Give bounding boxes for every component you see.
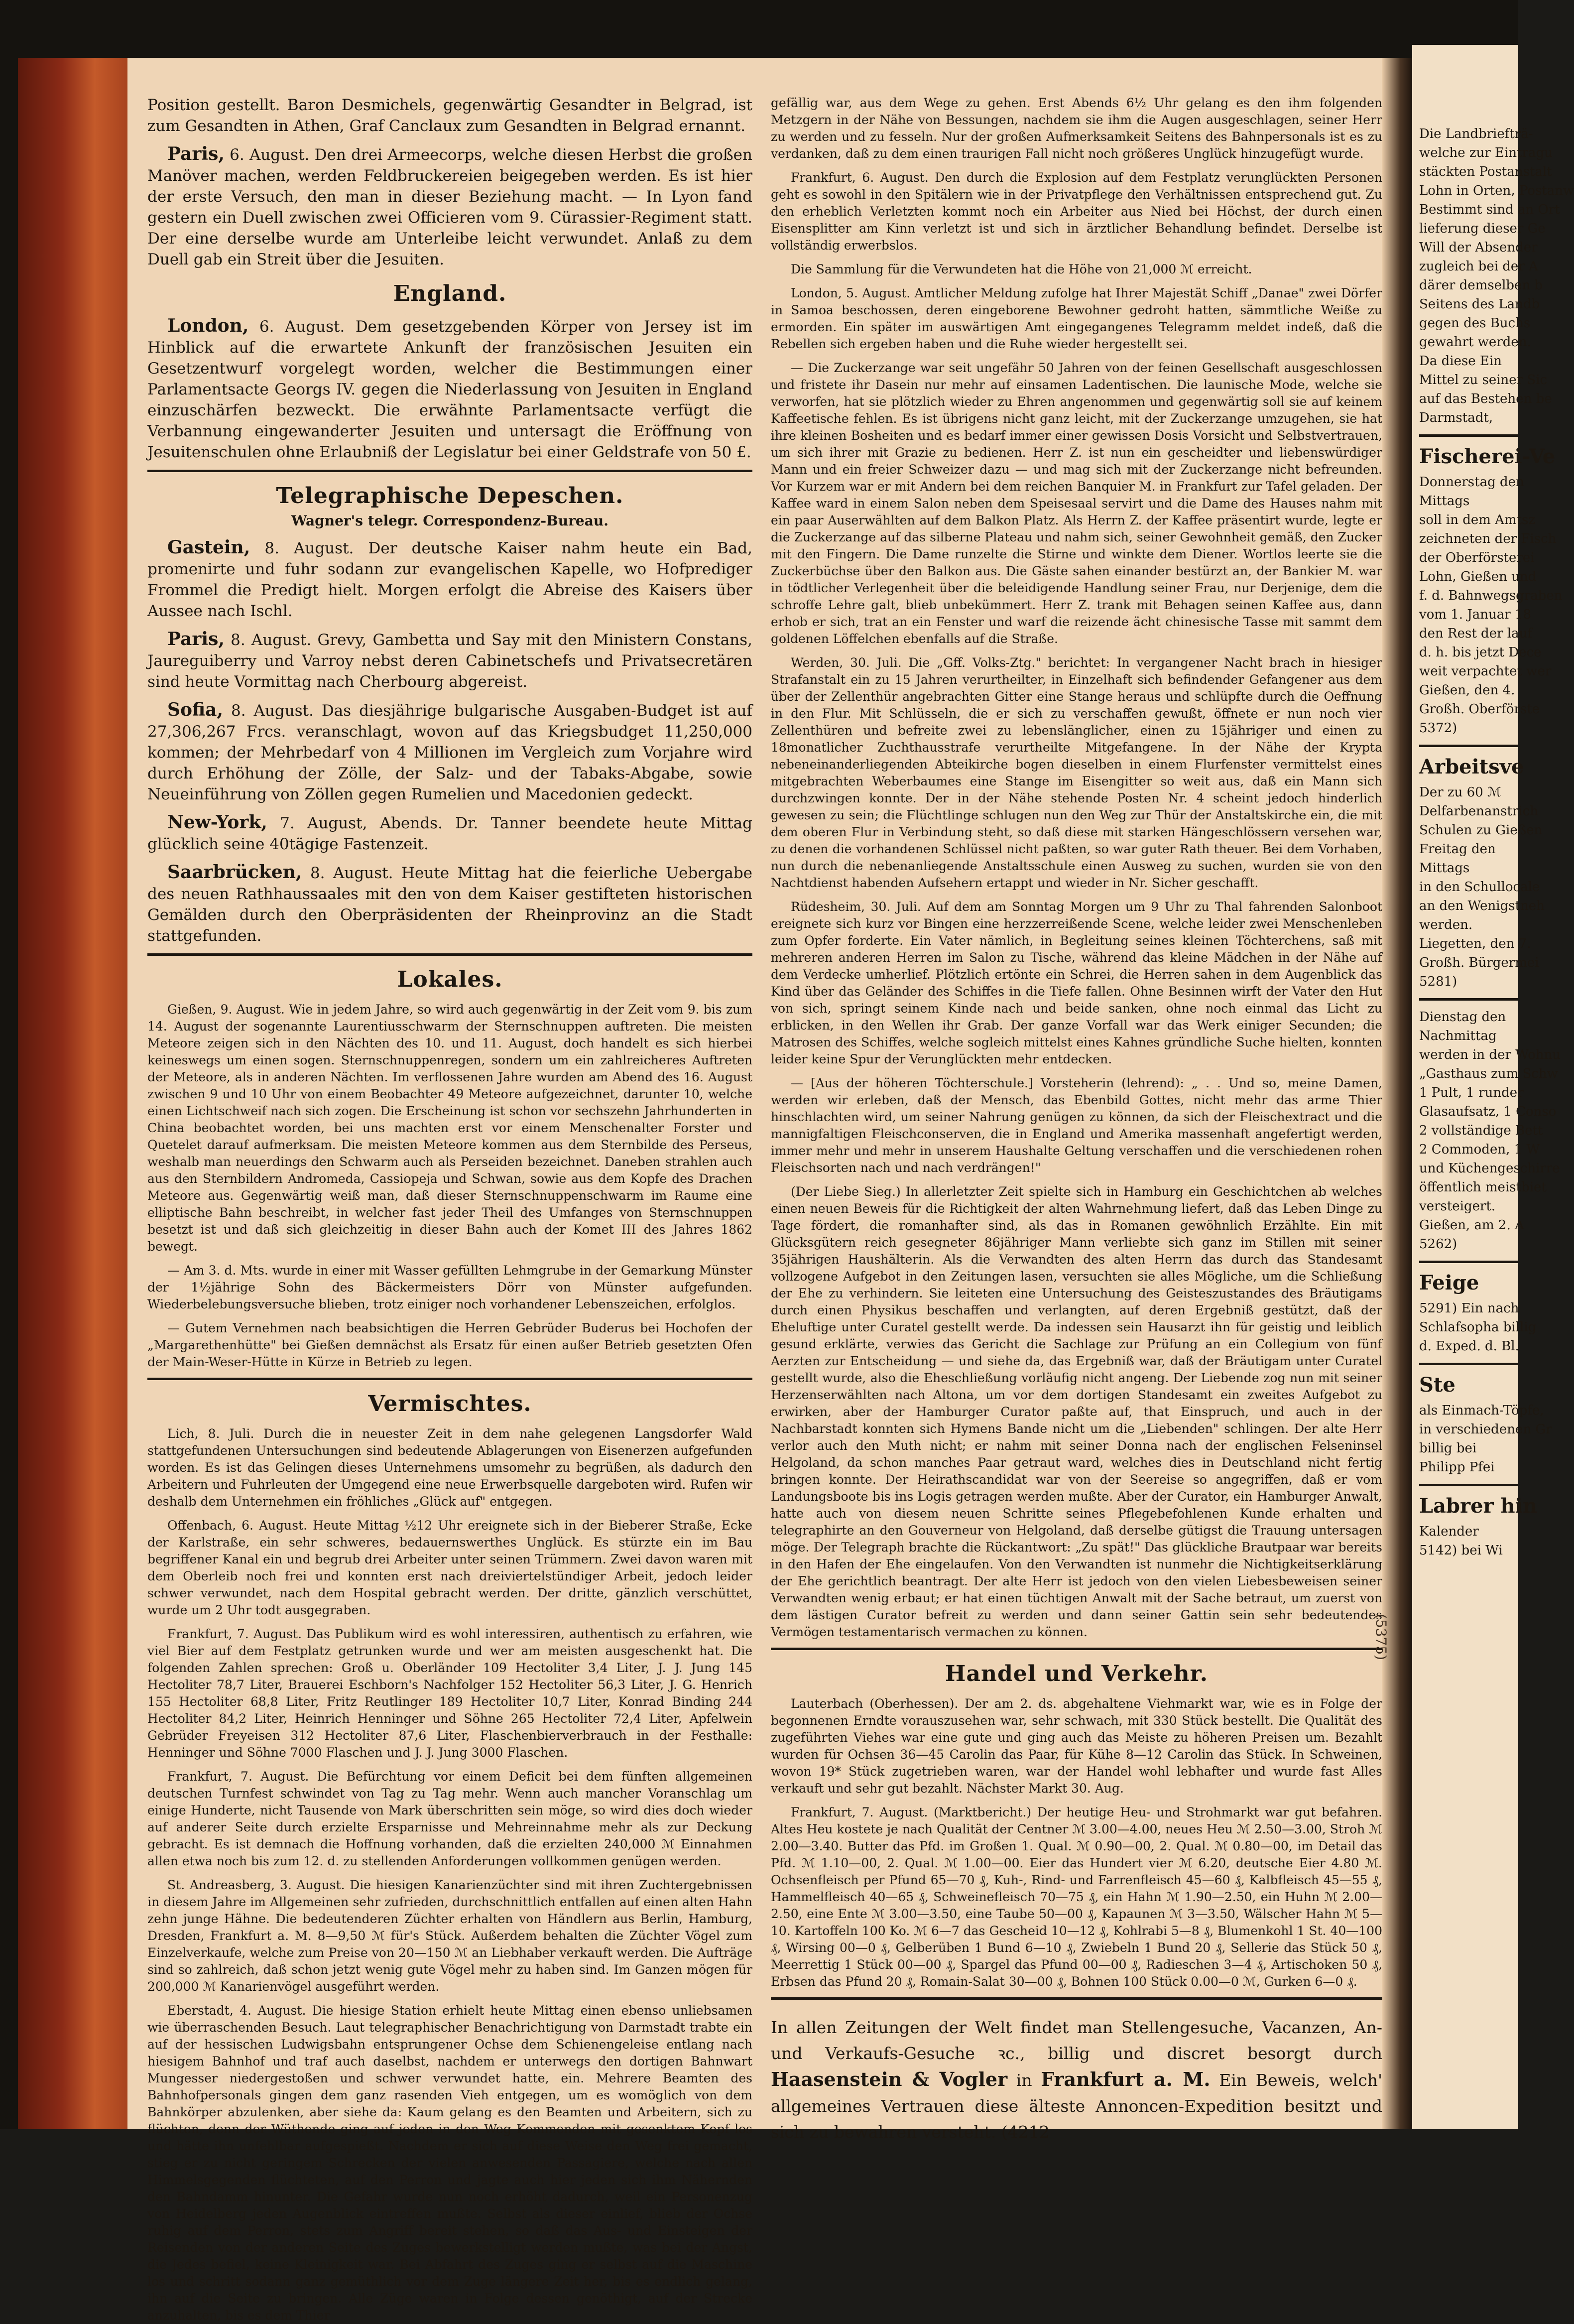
section-rule [147,1378,752,1380]
page-gutter [1382,58,1412,2129]
misc-eberstadt: Eberstadt, 4. August. Die hiesige Station erhielt heute Mittag einen ebenso unliebsamen wie überraschenden Besuch. Laut telegraphischer Benachrichtigung von Darmstadt trabte ein auf der hessischen Ludwigsbahn entsprungener Ochse dem Schienengeleise entlang nach hiesigem Bahnhof und traf auch daselbst, nachdem er unterwegs den dortigen Bahnwart Mungesser niedergestoßen und schwer verwundet hatte, ein. Mehrere Beamten des Bahnhofpersonals gingen dem ganz rasenden Vieh entgegen, um es womöglich von dem Bahnkörper abzulenken, aber siehe da: Kaum gelang es den Beamten und Arbeitern, sich zu flüchten, denn der Wüthende ging auf jeden in den Weg Kommenden mit gesenktem Kopf los und hätte ihn unfehlbar aufgespießt. Nachdem er sich auf diese Weise den Weg frei gemacht, stieg er zu nicht geringem Schrecken der vielen anwesenden Passagiere, welche nach allen Himmelsgegenden flüchteten, auf den Perron und jagte auch hier jeden sich ihm Nähernden den Bahndamm hinunter. Die Gefahr wurde nun noch erhöht dadurch, weil ein Personenzug von Heidelberg jeden Augenblick eintreffen mußte. Selbst als dieser einlief, blieb der Ochse ruhig auf dem Perron, stets zum Angriff bereit stehen, so daß das Aus- und Einsteigen der Reisenden von der anderen Seite des Zuges bewerkstelligt werden mußte, was bei der Angst, die Jedes befiel, keine Kleinigkeit war. Bei Abfahrt des Zuges ging er selbst auf die Maschine los und schritt sodann ganz gemüthlich vor dem Zuge längere Zeit her, bis es endlich gelang, ihn auf die Seite zu bringen. Alle Züge waren in Folge dessen genöthigt, auf der Strecke anzuhalten, bis es dem Thier [147,2003,752,2323]
strip-line: Gießen, den 4. [1419,683,1515,698]
strip-line: Will der Absender [1419,240,1538,255]
column-left [147,95,753,2323]
telegram-new-york [147,812,752,855]
article-paris-text: 6. August. Den drei Armeecorps, welche diesen Herbst die großen Manöver machen, werden Feldbruckereien beigegeben werden. Es ist hier der erste Versuch, den man in dieser Beziehung macht. — In Lyon fand gestern ein Duell zwischen zwei Officieren vom 9. Cürassier-Regiment statt. Der eine derselbe wurde am Unterleibe leicht verwundet. Anlaß zu dem Duell gab ein Streit über die Jesuiten. [147,146,752,268]
misc-offenbach: Offenbach, 6. August. Heute Mittag ½12 Uhr ereignete sich in der Bieberer Straße, Ecke der Karlstraße, ein sehr schweres, bedauernswerthes Unglück. Es stürzte ein im Bau begriffener Kanal ein und begrub drei Arbeiter unter seinen Trümmern. Zwei davon waren mit dem Oberleib noch frei und konnten erst nach dreiviertelstündiger Arbeit, jedoch leider schwer verwundet, nach dem Hospital gebracht werden. Der dritte, gänzlich verschüttet, wurde um 2 Uhr todt ausgegraben. [147,1518,752,1617]
misc-sugar-tongs: — Die Zuckerzange war seit ungefähr 50 Jahren von der feinen Gesellschaft ausgeschlossen und fristete ihr Dasein nur mehr auf einsamen Ladentischen. Die launische Mode, welche sie verworfen, hat sie plötzlich wieder zu Ehren angenommen und gegenwärtig soll sie auf keinem Kaffeetische fehlen. Es ist übrigens nicht ganz leicht, mit der Zuckerzange umzugehen, sie hat ihre kleinen Bosheiten und es bedarf immer einer gewissen Dosis Vorsicht und Selbstvertrauen, um sich ihrer mit Grazie zu bedienen. Herr Z. ist nun ein gescheidter und liebenswürdiger Mann und ein freier Schweizer dazu — und mag sich mit der Zuckerzange nicht befreunden. Vor Kurzem war er mit Andern bei dem reichen Banquier M. in Frankfurt zur Tafel geladen. Der Kaffee ward in einem Salon neben dem Speisesaal servirt und die Dame des Hauses nahm mit ein paar Auserwählten auf dem Balkon Platz. Als Herrn Z. der Kaffee präsentirt wurde, legte er die Zuckerzange auf das silberne Plateau und nahm sich, seiner Gewohnheit gemäß, den Zucker mit den Fingern. Die Dame runzelte die Stirne und winkte dem Diener. Wortlos leerte sie die Zuckerbüchse über den Balkon aus. Die Gäste sahen einander bestürzt an, der Bankier M. war in tödtlicher Verlegenheit über die beleidigende Handlung seiner Frau, nur Derjenige, dem die schroffe Lehre galt, blieb unbekümmert. Herr Z. trank mit Behagen seinen Kaffee aus, dann erhob er sich, trat an ein Fenster und warf die reizende ächt chinesische Tasse mit sammt dem goldenen Löffelchen ebenfalls auf die Straße. [771,361,1382,646]
section-rule [147,953,752,956]
strip-line: werden. [1419,917,1473,932]
strip-heading-fischerei: Fischerei-Ve [1419,445,1556,468]
strip-line: „Gasthaus zum Schw [1419,1066,1558,1081]
section-handel: Handel und Verkehr. [945,1661,1209,1686]
section-lokales: Lokales. [397,967,503,992]
misc-eberstadt-cont: gefällig war, aus dem Wege zu gehen. Erst Abends 6½ Uhr gelang es den ihm folgenden Metzgern in der Nähe von Bessungen, nachdem sie ihm die Augen ausgeschlagen, seiner Herr zu werden und zu fesseln. Nur der großen Aufmerksamkeit Seitens des Bahnpersonals ist es zu verdanken, daß zu dem einen traurigen Fall nicht noch größeres Unglück hinzugefügt wurde. [771,96,1382,161]
strip-block-2 [1419,473,1563,738]
strip-line: Glasaufsatz, 1 Conso [1419,1104,1557,1119]
strip-line: den Rest der lauf [1419,626,1532,641]
strip-line: öffentlich meistbiet [1419,1180,1547,1195]
facing-page-strip [1419,125,1574,2067]
strip-line: Lohn, Gießen und [1419,569,1537,584]
strip-line: 1 Pult, 1 runder [1419,1085,1524,1100]
strip-line: zeichneten der Fisch [1419,531,1557,546]
strip-line: Großh. Bürgermei [1419,955,1539,970]
misc-ruedesheim: Rüdesheim, 30. Juli. Auf dem am Sonntag Morgen um 9 Uhr zu Thal fahrenden Salonboot ereignete sich kurz vor Bingen eine herzzerreißende Scene, welche leider zwei Menschenleben zum Opfer forderte. Ein Vater nämlich, in Begleitung seines kleinen Töchterchens, saß mit mehreren anderen Herren im Salon zu Tische, während das kleine Mädchen in der Nähe auf dem Verdecke umherlief. Plötzlich ertönte ein Schrei, die Herren sahen in dem Augenblick das Kind über das Geländer des Schiffes in die Tiefe fallen. Ohne Besinnen wirft der Vater den Hut von sich, springt seinem Kinde nach und beide sanken, ohne noch einmal das Licht zu erblicken, in den Wellen ihr Grab. Der ganze Vorfall war das Werk einiger Secunden; die Matrosen des Schiffes, welche sogleich mittelst eines Kahnes gründliche Suche hielten, konnten leider keine Spur der Verunglückten mehr entdecken. [771,900,1382,1066]
strip-line: der Oberförsterei [1419,550,1535,565]
misc-collection: Die Sammlung für die Verwundeten hat die Höhe von 21,000 ℳ erreicht. [791,262,1252,276]
strip-line: Da diese Ein [1419,354,1502,369]
advertisement-haasenstein [771,2015,1382,2145]
section-rule [771,1997,1382,2000]
strip-line: Donnerstag den [1419,475,1524,490]
section-rule [1419,434,1518,437]
strip-heading-labrer: Labrer hin [1419,1494,1537,1518]
trade-lauterbach: Lauterbach (Oberhessen). Der am 2. ds. abgehaltene Viehmarkt war, wie es in Folge der begonnenen Erndte vorauszusehen war, sehr schwach, mit 330 Stück bestellt. Die Qualität des zugeführten Viehes war eine gute und ging auch das Meiste zu höheren Preisen um. Bezahlt wurden für Ochsen 36—45 Carolin das Paar, für Kühe 8—12 Carolin das Stück. In Schweinen, wovon 19* Stück zugetrieben waren, war der Handel wohl lebhafter und wurde fast Alles verkauft und sehr gut bezahlt. Nächster Markt 30. Aug. [771,1696,1382,1796]
section-rule [1419,745,1518,747]
local-muenster: — Am 3. d. Mts. wurde in einer mit Wasser gefüllten Lehmgrube in der Gemarkung Münster der 1½jährige Sohn des Bäckermeisters Dörr von Münster aufgefunden. Wiederbelebungsversuche blieben, trotz einiger noch vorhandener Lebenszeichen, erfolglos. [147,1263,752,1311]
strip-line: versteigert. [1419,1199,1496,1214]
telegram-gastein-text: 8. August. Der deutsche Kaiser nahm heute ein Bad, promenirte und fuhr sodann zur evangelischen Kapelle, wo Hofprediger Frommel die Predigt hielt. Morgen erfolgt die Abreise des Kaisers über Aussee nach Ischl. [147,539,752,620]
telegram-sofia [147,699,752,805]
dateline-sofia: Sofia, [167,699,224,720]
strip-line: 2 vollständige Bett [1419,1123,1543,1138]
section-rule [147,470,752,472]
strip-line: in verschiedenen Gr [1419,1422,1552,1437]
ad-text-3: Ein Beweis, welch' allgemeines Vertrauen diese älteste Annoncen-Expedition besitzt und sich zu bewahren versteht. [771,2070,1383,2142]
section-rule [1419,1261,1518,1263]
article-london-text: 6. August. Dem gesetzgebenden Körper von Jersey ist im Hinblick auf die erwartete Ankunft der französischen Jesuiten ein Gesetzentwurf vorgelegt worden, welcher die Bestimmungen einer Parlamentsacte Georgs IV. gegen die Niederlassung von Jesuiten in England einzuschärfen bezweckt. Die erwähnte Parlamentsacte verfügt die Verbannung eingewanderter Jesuiten und untersagt die Eröffnung von Jesuitenschulen ohne Erlaubniß der Legislatur bei einer Geldstrafe von 50 £. [147,318,752,461]
strip-block-5 [1419,1299,1537,1356]
strip-line: Darmstadt, [1419,410,1493,425]
ad-text-2: in [1016,2070,1032,2090]
dateline-paris: Paris, [167,143,225,164]
article-london [147,315,752,463]
column-middle [771,95,1383,2142]
strip-block-4 [1419,1008,1561,1254]
strip-line: gegen des Buchs [1419,316,1531,331]
binding-spine-edge [18,58,127,2129]
strip-line: d. h. bis jetzt Dece [1419,645,1542,660]
strip-heading-feige: Feige [1419,1271,1479,1294]
local-buderus: — Gutem Vernehmen nach beabsichtigen die Herren Gebrüder Buderus bei Hochofen der „Margarethenhütte" bei Gießen demnächst als Ersatz für einen außer Betrieb gesetzten Ofen der Main-Weser-Hütte in Kürze in Betrieb zu legen. [147,1321,752,1369]
section-vermischtes: Vermischtes. [368,1391,532,1417]
strip-line: Seitens des Landb [1419,297,1540,312]
strip-line: und Küchengeschirre [1419,1161,1560,1176]
misc-lich: Lich, 8. Juli. Durch die in neuester Zeit in dem nahe gelegenen Langsdorfer Wald stattgefundenen Untersuchungen sind bedeutende Ablagerungen von Eisenerzen aufgefunden worden. Es ist das Gelingen dieses Unternehmens umsomehr zu begrüßen, als dadurch den Arbeitern und Fuhrleuten der Umgegend eine neue Erwerbsquelle dargeboten wird. Rufen wir deshalb dem Unternehmen ein fröhliches „Glück auf" entgegen. [147,1426,752,1509]
telegram-saarbruecken-text: 8. August. Heute Mittag hat die feierliche Uebergabe des neuen Rathhaussaales mit den von dem Kaiser gestifteten historischen Gemälden durch den Oberpräsidenten der Rheinprovinz an die Stadt stattgefunden. [147,864,753,945]
section-rule [1419,998,1518,1001]
strip-line: 5262) [1419,1237,1457,1252]
strip-line: 5281) [1419,974,1457,989]
strip-line: stäckten Postanstalt [1419,164,1552,179]
strip-line: 5142) bei Wi [1419,1543,1503,1558]
misc-andreasberg: St. Andreasberg, 3. August. Die hiesigen Kanarienzüchter sind mit ihren Zuchtergebnissen in diesem Jahre im Allgemeinen sehr zufrieden, durchschnittlich entfallen auf einen alten Hahn zehn junge Hähne. Die bedeutenderen Züchter erhalten von Händlern aus Berlin, Hamburg, Dresden, Frankfurt a. M. 8—9,50 ℳ für's Stück. Außerdem behalten die Züchter Vögel zum Einzelverkaufe, welche zum Preise von 20—150 ℳ an Liebhaber verkauft werden. Die Aufträge sind so zahlreich, daß schon jetzt wenig gute Vögel mehr zu haben sind. Im Ganzen mögen für 200,000 ℳ Kanarienvögel ausgeführt werden. [147,1878,752,1994]
strip-line: billig bei [1419,1441,1477,1456]
article-diplomats: Position gestellt. Baron Desmichels, gegenwärtig Gesandter in Belgrad, ist zum Gesandten in Athen, Graf Canclaux zum Gesandten in Belgrad ernannt. [147,96,752,135]
strip-line: Mittel zu seiner Sic [1419,373,1548,387]
strip-line: soll in dem Amtsz [1419,513,1536,527]
telegram-new-york-text: 7. August, Abends. Dr. Tanner beendete heute Mittag glücklich seine 40tägige Fastenzeit. [147,814,753,853]
strip-heading-ste: Ste [1419,1373,1455,1397]
strip-line: Schlafsopha billig [1419,1320,1537,1335]
strip-heading-arbeit: Arbeitsve [1419,755,1524,778]
strip-line: lieferung dieser Ge [1419,221,1546,236]
strip-line: zugleich bei der A [1419,259,1538,274]
misc-toechterschule: — [Aus der höheren Töchterschule.] Vorsteherin (lehrend): „ . . Und so, meine Damen, werden wir erleben, daß der Mensch, das Ebenbild Gottes, nicht mehr das arme Thier hinschlachten wird, um seiner Nahrung genügen zu können, da sich der Fleischextract und die mannigfaltigen Fleischconserven, die in England und Amerika massenhaft angefertigt werden, immer mehr und mehr in unserem Haushalte Geltung verschaffen und die verschiedenen rohen Fleischsorten nach und nach verdrängen!" [771,1076,1382,1175]
dateline-paris-2: Paris, [167,629,225,649]
section-rule [771,1648,1382,1650]
strip-line: Delfarbenanstrich [1419,804,1538,819]
dateline-new-york: New-York, [167,812,267,833]
dateline-london: London, [167,315,249,336]
dateline-saarbruecken: Saarbrücken, [167,862,302,883]
strip-line: als Einmach-Töpfe, [1419,1403,1544,1418]
strip-line: Philipp Pfei [1419,1460,1495,1475]
strip-line: 2 Commoden, 1 W [1419,1142,1540,1157]
margin-number: (5375) [1373,1614,1389,1661]
ad-firm: Haasenstein & Vogler [771,2068,1008,2090]
misc-london-samoa: London, 5. August. Amtlicher Meldung zufolge hat Ihrer Majestät Schiff „Danae" zwei Dörfer in Samoa beschossen, deren eingeborene Bewohner gedroht hatten, sämmtliche Weiße zu ermorden. Ein später im auswärtigen Amt eingegangenes Telegramm meldet indeß, daß die Rebellen sich ergeben haben und die Ruhe wieder hergestellt sei. [771,286,1382,351]
section-telegraph-subtitle: Wagner's telegr. Correspondenz-Bureau. [291,513,608,529]
strip-line: 5291) Ein nach [1419,1301,1519,1316]
strip-line: gewahrt werden. [1419,335,1531,350]
strip-line: f. d. Bahnwegsgraben [1419,588,1563,603]
misc-frankfurt-turnfest: Frankfurt, 7. August. Die Befürchtung vor einem Deficit bei dem fünften allgemeinen deutschen Turnfest schwindet von Tag zu Tag mehr. Wenn auch mancher Voranschlag um einige Hunderte, nicht Tausende von Mark überschritten sein möge, so wird dies doch wieder auf anderer Seite durch erzielte Ersparnisse und Mehreinnahme mehr als zur Deckung gebracht. Es ist demnach die Hoffnung vorhanden, daß die erzielten 240,000 ℳ Einnahmen allen etwa noch bis zum 12. d. zu stellenden Anforderungen vollkommen genügen werden. [147,1769,752,1868]
strip-line: vom 1. Januar 18 [1419,607,1532,622]
section-rule [1419,1363,1518,1365]
strip-line: Kalender [1419,1524,1479,1539]
telegram-sofia-text: 8. August. Das diesjährige bulgarische Ausgaben-Budget ist auf 27,306,267 Frcs. veranschlagt, wovon auf das Kriegsbudget 11,250,000 kommen; der Mehrbedarf von 4 Millionen im Vergleich zum Vorjahre wird durch Erhöhung der Zölle, der Salz- und der Tabaks-Abgabe, sowie Neueinführung von Zöllen gegen Rumelien und Macedonien gedeckt. [147,702,752,803]
strip-line: in den Schullocale [1419,880,1540,895]
strip-line: werden in der Wohnu [1419,1047,1561,1062]
strip-line: Dienstag den [1419,1010,1506,1025]
strip-line: Nachmittag [1419,1029,1497,1043]
strip-line: Mittags [1419,861,1470,876]
telegram-paris-text: 8. August. Grevy, Gambetta und Say mit den Ministern Constans, Jaureguiberry und Varroy nebst deren Cabinetschefs und Privatsecretären sind heute Vormittag nach Cherbourg abgereist. [147,631,753,691]
strip-line: Liegetten, den 7. [1419,936,1531,951]
strip-line: Lohn in Orten, Postanw [1419,183,1574,198]
misc-frankfurt-beer: Frankfurt, 7. August. Das Publikum wird es wohl interessiren, authentisch zu erfahren, wie viel Bier auf dem Festplatz getrunken wurde und wer am meisten ausgeschenkt hat. Die folgenden Zahlen sprechen: Groß u. Oberländer 109 Hectoliter 3,4 Liter, J. J. Jung 145 Hectoliter 78,7 Liter, Brauerei Eschborn's Nachfolger 152 Hectoliter 56,3 Liter, J. G. Henrich 155 Hectoliter 68,8 Liter, Fritz Reutlinger 189 Hectoliter 10,7 Liter, Konrad Binding 244 Hectoliter 84,2 Liter, Heinrich Henninger und Söhne 265 Hectoliter 72,4 Liter, Apfelwein Gebrüder Freyeisen 312 Hectoliter 87,6 Liter, Flaschenbierverbrauch in der Festhalle: Henninger und Söhne 7000 Flaschen und J. J. Jung 3000 Flaschen. [147,1627,752,1760]
article-paris [147,143,752,270]
strip-block-7 [1419,1522,1518,1560]
strip-line: därer demselben b [1419,278,1543,293]
telegram-saarbruecken [147,862,752,946]
misc-frankfurt-explosion: Frankfurt, 6. August. Den durch die Explosion auf dem Festplatz verunglückten Personen geht es sowohl in den Spitälern wie in der Privatpflege den Verhältnissen entsprechend gut. Zu den erheblich Verletzten kommt noch ein Arbeiter aus Nied bei Höchst, der durch einen Eisensplitter am Kinn verletzt ist und sich in ärztlicher Behandlung befindet. Derselbe ist vollständig erwerbslos. [771,170,1382,253]
strip-line: Freitag den [1419,842,1496,857]
strip-line: Mittags [1419,494,1470,509]
ad-code: (4212 [1001,2122,1050,2142]
ad-text-1: In allen Zeitungen der Welt findet man Stellengesuche, Vacanzen, An- und Verkaufs-Gesuche ꝛc., billig und discret besorgt durch [771,2018,1382,2063]
telegram-gastein [147,537,752,622]
strip-line: d. Exped. d. Bl. [1419,1339,1519,1354]
section-rule [1419,1484,1518,1486]
strip-line: Der zu 60 ℳ [1419,785,1501,800]
local-meteors: Gießen, 9. August. Wie in jedem Jahre, so wird auch gegenwärtig in der Zeit vom 9. bis zum 14. August der sogenannte Laurentiusschwarm der Sternschnuppen auftreten. Die meisten Meteore zeigen sich in den Nächten des 10. und 11. August, doch handelt es sich hierbei keineswegs um einen sogen. Sternschnuppenregen, sondern um ein zahlreicheres Auftreten der Meteore, als in anderen Nächten. Im verflossenen Jahre wurden am Abend des 16. August zwischen 9 und 10 Uhr von einem Beobachter 49 Meteore aufgezeichnet, darunter 10, welche einen Lichtschweif nach sich zogen. Die Erscheinung ist schon vor sechszehn Jahrhunderten in China beobachtet worden, bei uns machten erst vor einem Menschenalter Forster und Quetelet darauf aufmerksam. Die meisten Meteore kommen aus dem Sternbilde des Perseus, weshalb man neuerdings den Schwarm auch als Perseiden bezeichnet. Daneben strahlen auch aus den Sternbildern Andromeda, Cassiopeja und Schwan, sowie aus dem Kopfe des Drachen Meteore aus. Gegenwärtig weiß man, daß dieser Sternschnuppenschwarm im Raume eine elliptische Bahn beschreibt, in welcher fast jeder Theil des Umfanges von Sternschnuppen besetzt ist und daß sich gleichzeitig in dieser Bahn auch der Komet III des Jahres 1862 bewegt. [147,1002,752,1254]
dateline-gastein: Gastein, [167,537,250,558]
strip-block-6 [1419,1401,1552,1477]
strip-line: welche zur Eintragu [1419,145,1553,160]
trade-frankfurt-market: Frankfurt, 7. August. (Marktbericht.) Der heutige Heu- und Strohmarkt war gut befahren. Altes Heu kostete je nach Qualität der Centner ℳ 3.00—4.00, neues Heu ℳ 2.50—3.00, Stroh ℳ 2.00—3.40. Butter das Pfd. im Großen 1. Qual. ℳ 0.90—00, 2. Qual. ℳ 0.80—00, im Detail das Pfd. ℳ 1.10—00, 2. Qual. ℳ 1.00—00. Eier das Hundert vier ℳ 6.20, deutsche Eier 4.80 ℳ. Ochsenfleisch per Pfund 65—70 ₰, Kuh-, Rind- und Farrenfleisch 45—60 ₰, Kalbfleisch 45—55 ₰, Hammelfleisch 40—65 ₰, Schweinefleisch 70—75 ₰, ein Hahn ℳ 1.90—2.50, ein Huhn ℳ 2.00—2.50, eine Ente ℳ 3.00—3.50, eine Taube 50—00 ₰, Kapaunen ℳ 3—3.50, Wälscher Hahn ℳ 5—10. Kartoffeln 100 Ko. ℳ 6—7 das Gescheid 10—12 ₰, Kohlrabi 5—8 ₰, Blumenkohl 1 St. 40—100 ₰, Wirsing 00—0 ₰, Gelberüben 1 Bund 6—10 ₰, Zwiebeln 1 Bund 20 ₰, Sellerie das Stück 50 ₰, Meerrettig 1 Stück 00—00 ₰, Spargel das Pfund 00—00 ₰, Radieschen 3—4 ₰, Artischoken 50 ₰, Erbsen das Pfund 20 ₰, Romain-Salat 30—00 ₰, Bohnen 100 Stück 0.00—0 ℳ, Gurken 6—0 ₰. [771,1805,1382,1989]
strip-line: 5372) [1419,721,1457,736]
section-telegraph: Telegraphische Depeschen. [276,483,624,509]
strip-line: Schulen zu Gießen [1419,823,1543,838]
misc-liebe-sieg: (Der Liebe Sieg.) In allerletzter Zeit spielte sich in Hamburg ein Geschichtchen ab welches einen neuen Beweis für die Richtigkeit der alten Wahrnehmung liefert, daß das Leben Dinge zu Tage fördert, die romanhafter sind, als das in Romanen gewöhnlich Erzählte. Ein mit Glücksgütern reich gesegneter 86jähriger Mann verliebte sich ganz im Stillen mit seiner 35jährigen Haushälterin. Als die Verwandten des alten Herrn das durch das Standesamt vollzogene Aufgebot in den Zeitungen lasen, versuchten sie alles Mögliche, um die Schließung der Ehe zu verhindern. Sie leiteten eine Untersuchung des Geisteszustandes des Bräutigams durch einen Physikus beschaffen und verlangten, auf deren Ergebniß gestützt, daß der Eheluftige unter Curatel gestellt werde. Da indessen sein Hausarzt ihn für geistig und leiblich gesund erklärte, verwies das Gericht die Sachlage zur Prüfung an ein Collegium von fünf Aerzten zur Entscheidung — und siehe da, das Ergebniß war, daß der Bräutigam unter Curatel gestellt wurde, also die Eheschließung vorläufig nicht angeng. Der Liebende zog nun mit seiner Herzenserwählten nach Altona, um vor dem dortigen Standesamt ein zweites Aufgebot zu erwirken, aber der Hamburger Curator paßte auf, that Einspruch, und auch in der Nachbarstadt konnten sich Hymens Bande nicht um die „Liebenden" schlingen. Der alte Herr verlor auch den Muth nicht; er nahm mit seiner Donna nach der englischen Felseninsel Helgoland, da schon manches Paar getraut ward, welches dies in Deutschland nicht fertig bringen konnte. Der Heirathscandidat war von der Seereise so angegriffen, daß er vom Landungsboote bis ins Logis getragen werden mußte. Aber der Curator, ein Hamburger Anwalt, hatte auch von diesem neuen Schritte seines Pflegebefohlenen Kunde erhalten und telegraphirte an den Gouverneur von Helgoland, daß derselbe gütigst die Trauung untersagen möge. Der Telegraph brachte die Rückantwort: „Zu spät!" Das glückliche Brautpaar war bereits in den Hafen der Ehe eingelaufen. Von den Verwandten ist nunmehr die Nichtigkeitserklärung der Ehe gerichtlich beantragt. Der alte Herr ist jedoch von den vielen Liebesbeweisen seiner Verwandten wenig erbaut; er hat einen tüchtigen Anwalt mit der Sache betraut, um zuerst von dem lästigen Curator befreit zu werden und dann seiner Gattin sein sehr bedeutendes Vermögen testamentarisch vermachen zu können. [771,1184,1382,1639]
telegram-paris [147,629,752,692]
strip-line: Die Landbriefträ- [1419,127,1533,141]
misc-werden: Werden, 30. Juli. Die „Gff. Volks-Ztg." berichtet: In vergangener Nacht brach in hiesiger Strafanstalt ein zu 15 Jahren verurtheilter, in Einzelhaft sich befindender Gefangener aus dem über der Zellenthür angebrachten Gitter eine Stange heraus und schlüpfte durch die Oeffnung in den Flur. Mit Schlüsseln, die er sich zu verschaffen gewußt, öffnete er nun noch vier Zellenthüren und befreite zwei zu lebenslänglicher, einen zu 15jähriger und einen zu 18monatlicher Zuchthausstrafe verurtheilte Mitgefangene. In der Nähe der Krypta nebeneinanderliegenden Abteikirche bogen dieselben in einem Flurfenster vermittelst eines mitgebrachten Weberbaumes eine Stange im Eisengitter so weit aus, daß ein Mann sich durchzwingen konnte. Der in der Nähe stehende Posten Nr. 4 scheint jedoch hinderlich gewesen zu sein; die Flüchtlinge schlugen nun den Weg zur Thür der Anstaltskirche ein, die mit dem oberen Flur in Verbindung steht, so daß diese mit starken Hängeschlössern versehen war, zu denen die vorhandenen Schlüssel nicht paßten, so war guter Rath theuer. Bei dem Vorhaben, nun durch die nebenanliegende Anstaltsschule einen Ausweg zu suchen, wurden sie von den Nachtdienst habenden Aufsehern ertappt und wieder in Nr. Sicher geschafft. [771,655,1382,890]
strip-line: Großh. Oberförste [1419,702,1540,717]
strip-block-1 [1419,125,1574,427]
section-england: England. [393,281,507,306]
strip-line: weit verpachtet wer [1419,664,1552,679]
strip-line: Gießen, am 2. A [1419,1218,1524,1233]
ad-city: Frankfurt a. M. [1041,2068,1211,2090]
strip-line: auf das Bestehen be [1419,391,1552,406]
strip-block-3 [1419,783,1545,991]
strip-line: Bestimmt sind an Ort [1419,202,1560,217]
strip-line: an den Wenigstneh [1419,899,1545,913]
